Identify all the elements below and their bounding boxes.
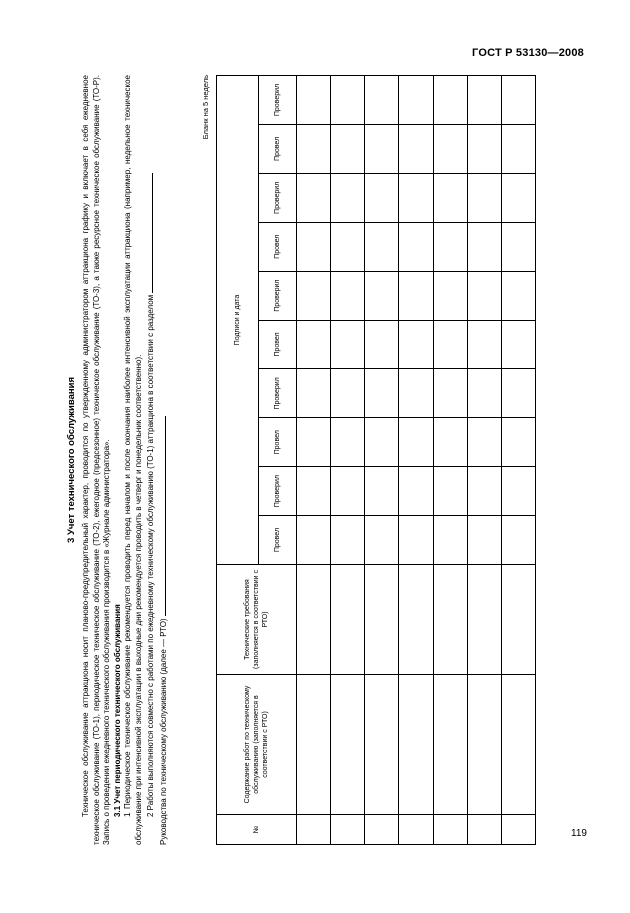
table-cell[interactable] [297,271,331,320]
table-cell[interactable] [501,173,535,222]
table-cell[interactable] [399,320,433,369]
table-cell[interactable] [433,320,467,369]
table-cell[interactable] [433,76,467,125]
table-cell[interactable] [331,418,365,467]
table-cell[interactable] [365,565,399,675]
table-cell[interactable] [331,369,365,418]
table-cell[interactable] [467,222,501,271]
table-cell[interactable] [433,815,467,845]
table-cell[interactable] [365,173,399,222]
table-cell[interactable] [331,173,365,222]
table-cell[interactable] [365,320,399,369]
table-cell[interactable] [331,320,365,369]
table-cell[interactable] [467,815,501,845]
col-requirements-header: Технические требования (заполняется в соответствии с РТО) [217,565,297,675]
table-cell[interactable] [501,76,535,125]
table-cell[interactable] [467,124,501,173]
table-cell[interactable] [433,124,467,173]
table-cell[interactable] [297,369,331,418]
table-row [365,76,399,845]
table-cell[interactable] [399,565,433,675]
table-header-row [217,76,259,845]
table-row [399,76,433,845]
table-cell[interactable] [467,675,501,815]
table-cell[interactable] [433,516,467,565]
table-cell[interactable] [331,124,365,173]
table-cell[interactable] [501,418,535,467]
table-cell[interactable] [399,467,433,516]
table-cell[interactable] [331,675,365,815]
table-cell[interactable] [365,516,399,565]
table-cell[interactable] [331,467,365,516]
table-cell[interactable] [297,675,331,815]
col-content-header: Содержание работ по техническому обслуживанию (заполняется в соответствии с РТО) [217,675,297,815]
table-cell[interactable] [399,124,433,173]
table-cell[interactable] [501,271,535,320]
sub-col-checked: Проверил [259,467,297,516]
table-row [297,76,331,845]
table-cell[interactable] [297,124,331,173]
maintenance-log-table [216,75,536,845]
table-cell[interactable] [467,173,501,222]
rotated-page-content [66,75,536,845]
note-2-cont-text: Руководства по техническому обслуживанию (далее — РТО) [158,618,168,845]
table-cell[interactable] [433,369,467,418]
page-number: 119 [571,828,587,839]
table-cell[interactable] [399,271,433,320]
table-cell[interactable] [331,815,365,845]
table-cell[interactable] [297,173,331,222]
paragraph-intro: Техническое обслуживание аттракциона носит планово-предупредительный характер, проводится по утвержденному администратором аттракциона графику и включает в себя ежедневное техническое обслуживание (ТО-1), периодическое техническое обслуживание (ТО-2), ежегодное (предсезонное) техническое обслуживание (ТО-3), а также ресурсное техническое обслуживание (ТО-Р). Запись о проведении ежедневного технического обслуживания производится в «Журнале администратора». [81,75,111,845]
table-cell[interactable] [467,418,501,467]
table-cell[interactable] [501,222,535,271]
col-number-header: № [217,815,297,845]
table-cell[interactable] [399,516,433,565]
table-cell[interactable] [297,418,331,467]
table-cell[interactable] [297,565,331,675]
table-cell[interactable] [365,222,399,271]
table-row [331,76,365,845]
table-cell[interactable] [433,418,467,467]
table-cell[interactable] [331,565,365,675]
table-cell[interactable] [365,418,399,467]
table-cell[interactable] [501,565,535,675]
subsection-title: 3.1 Учет периодического технического обслуживания [112,604,122,817]
table-cell[interactable] [399,675,433,815]
table-cell[interactable] [467,271,501,320]
sub-col-checked: Проверил [259,76,297,125]
table-cell[interactable] [297,320,331,369]
table-cell[interactable] [501,675,535,815]
col-signatures-header: Подписи и дата [217,76,259,565]
table-cell[interactable] [433,222,467,271]
table-row [501,76,535,845]
sub-col-conducted: Провел [259,222,297,271]
table-cell[interactable] [433,271,467,320]
table-cell[interactable] [467,369,501,418]
blank-label: Бланк на 5 недель [201,75,210,140]
table-cell[interactable] [365,467,399,516]
table-cell[interactable] [297,516,331,565]
table-cell[interactable] [331,222,365,271]
table-cell[interactable] [297,222,331,271]
table-cell[interactable] [501,320,535,369]
table-cell[interactable] [399,173,433,222]
table-cell[interactable] [331,271,365,320]
section-title: 3 Учет технического обслуживания [66,377,77,543]
table-cell[interactable] [365,369,399,418]
table-cell[interactable] [399,815,433,845]
table-cell[interactable] [467,76,501,125]
paragraph-note-1: 1 Периодическое техническое обслуживание рекомендуется проводить перед началом и после окончания наиболее интенсивной эксплуатации аттракциона (например, недельное техническое обслуживание при интенсивной эксплуатации в выходные дни рекомендуется проводить в четверг и понедельник соответственно). [123,75,143,845]
table-cell[interactable] [433,173,467,222]
table-row [433,76,467,845]
table-cell[interactable] [365,675,399,815]
table-cell[interactable] [365,76,399,125]
table-cell[interactable] [297,467,331,516]
paragraph-note-2 [144,75,157,845]
table-cell[interactable] [365,124,399,173]
table-cell[interactable] [297,815,331,845]
note-2-text: 2 Работы выполняются совместно с работами по ежедневному техническому обслуживанию (ТО-1) аттракциона в соответствии с разделом [146,294,155,817]
table-cell[interactable] [501,815,535,845]
table-cell[interactable] [501,369,535,418]
sub-col-checked: Проверил [259,271,297,320]
table-cell[interactable] [297,76,331,125]
table-cell[interactable] [501,516,535,565]
table-cell[interactable] [365,271,399,320]
table-cell[interactable] [399,222,433,271]
table-cell[interactable] [331,76,365,125]
sub-col-checked: Проверил [259,173,297,222]
sub-col-conducted: Провел [259,418,297,467]
table-cell[interactable] [467,516,501,565]
table-cell[interactable] [433,467,467,516]
table-cell[interactable] [365,815,399,845]
table-cell[interactable] [433,565,467,675]
table-row [467,76,501,845]
table-cell[interactable] [399,369,433,418]
standard-header: ГОСТ Р 53130—2008 [472,47,584,59]
sub-col-conducted: Провел [259,516,297,565]
table-cell[interactable] [501,467,535,516]
sub-col-conducted: Провел [259,124,297,173]
body-text [81,75,169,845]
table-cell[interactable] [467,565,501,675]
table-cell[interactable] [501,124,535,173]
table-cell[interactable] [399,418,433,467]
sub-col-checked: Проверил [259,369,297,418]
table-cell[interactable] [331,516,365,565]
table-cell[interactable] [467,320,501,369]
section-blank-line [144,173,153,293]
table-cell[interactable] [467,467,501,516]
rto-blank-line [157,416,166,616]
paragraph-note-2-cont [157,75,170,845]
table-cell[interactable] [399,76,433,125]
sub-col-conducted: Провел [259,320,297,369]
table-cell[interactable] [433,675,467,815]
